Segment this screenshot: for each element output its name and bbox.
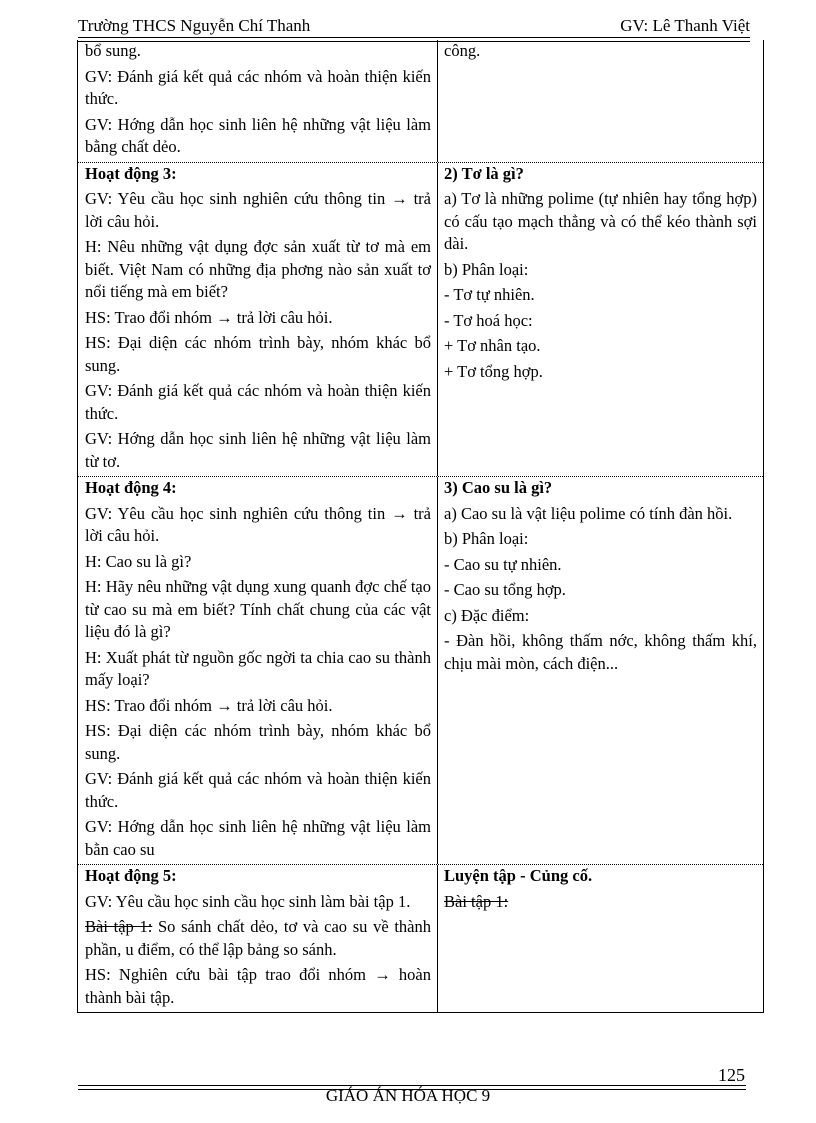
- text-line: GV: Đánh giá kết quả các nhóm và hoàn thiện kiến thức.: [85, 769, 431, 811]
- lesson-table: [77, 40, 764, 1013]
- text-line: H: Nêu những vật dụng đợc sản xuất từ tơ mà em biết. Việt Nam có những địa phơng nào sản xuất tơ nổi tiếng mà em biết?: [85, 237, 431, 301]
- text-line: GV: Đánh giá kết quả các nhóm và hoàn thiện kiến thức.: [85, 66, 431, 108]
- text-line: GV: Yêu cầu học sinh cầu học sinh làm bài tập 1.: [85, 891, 411, 911]
- text-line: - Đàn hồi, không thấm nớc, không thấm khí, chịu mài mòn, cách điện...: [444, 631, 757, 673]
- teacher-activity-cell: [78, 40, 438, 162]
- text-line: HS: Đại diện các nhóm trình bày, nhóm khác bổ sung.: [85, 721, 431, 763]
- page-number: 125: [718, 1065, 745, 1085]
- footer-title: GIÁO ÁN HÓA HỌC 9: [325, 1086, 491, 1105]
- text-line: HS: Trao đổi nhóm → trả lời câu hỏi.: [85, 307, 333, 327]
- activity-title: Hoạt động 3:: [85, 163, 177, 183]
- text-line: - Cao su tự nhiên.: [444, 554, 562, 574]
- section-title: 2) Tơ là gì?: [444, 163, 524, 183]
- text-line: công.: [444, 41, 481, 60]
- content-cell: [438, 40, 763, 162]
- text-line: GV: Hớng dẫn học sinh liên hệ những vật liệu làm bằng chất dẻo.: [85, 114, 431, 156]
- content-cell: [438, 163, 763, 477]
- text-line: H: Hãy nêu những vật dụng xung quanh đợc chế tạo từ cao su mà em biết? Tính chất chung của các vật liệu đó là gì?: [85, 577, 431, 641]
- table-row: [78, 476, 763, 864]
- text-line: a) Tơ là những polime (tự nhiên hay tổng hợp) có cấu tạo mạch thẳng và có thể kéo thành sợi dài.: [444, 189, 757, 253]
- text-line: - Tơ hoá học:: [444, 310, 533, 330]
- teacher-activity-cell: [78, 477, 438, 864]
- text-line: GV: Hớng dẫn học sinh liên hệ những vật liệu làm từ tơ.: [85, 429, 431, 471]
- text-line: GV: Hớng dẫn học sinh liên hệ những vật liệu làm bằn cao su: [85, 817, 431, 859]
- text-line: + Tơ tổng hợp.: [444, 361, 543, 381]
- text-line: b) Phân loại:: [444, 529, 529, 548]
- table-row: [78, 864, 763, 1012]
- school-name: Trường THCS Nguyễn Chí Thanh: [78, 16, 311, 35]
- text-line: a) Cao su là vật liệu polime có tính đàn hồi.: [444, 503, 733, 523]
- section-title: Luyện tập - Củng cố.: [444, 866, 593, 885]
- text-line: b) Phân loại:: [444, 259, 529, 279]
- exercise-line: [85, 916, 431, 961]
- text-line: H: Xuất phát từ nguồn gốc ngời ta chia cao su thành mấy loại?: [85, 647, 431, 689]
- text-line: - Tơ tự nhiên.: [444, 285, 535, 304]
- activity-title: Hoạt động 5:: [85, 866, 177, 885]
- text-line: - Cao su tổng hợp.: [444, 580, 566, 599]
- table-row: [78, 162, 763, 477]
- page-header: [78, 14, 750, 38]
- exercise-text: So sánh chất dẻo, tơ và cao su về thành phần, u điểm, có thể lập bảng so sánh.: [85, 917, 431, 959]
- section-title: 3) Cao su là gì?: [444, 478, 553, 497]
- teacher-activity-cell: [78, 163, 438, 477]
- text-line: GV: Yêu cầu học sinh nghiên cứu thông tin → trả lời câu hỏi.: [85, 503, 431, 545]
- text-line: c) Đặc điểm:: [444, 605, 530, 625]
- text-line: H: Cao su là gì?: [85, 551, 192, 571]
- exercise-label: Bài tập 1:: [444, 891, 509, 911]
- text-line: + Tơ nhân tạo.: [444, 336, 541, 355]
- text-line: GV: Yêu cầu học sinh nghiên cứu thông tin → trả lời câu hỏi.: [85, 189, 431, 231]
- content-cell: [438, 865, 763, 1012]
- teacher-name: GV: Lê Thanh Việt: [620, 16, 750, 35]
- exercise-label: Bài tập 1:: [85, 917, 153, 936]
- text-line: HS: Trao đổi nhóm → trả lời câu hỏi.: [85, 695, 333, 715]
- text-line: HS: Đại diện các nhóm trình bày, nhóm khác bổ sung.: [85, 333, 431, 375]
- text-line: HS: Nghiên cứu bài tập trao đổi nhóm → hoàn thành bài tập.: [85, 965, 431, 1007]
- text-line: GV: Đánh giá kết quả các nhóm và hoàn thiện kiến thức.: [85, 381, 431, 423]
- teacher-activity-cell: [78, 865, 438, 1012]
- activity-title: Hoạt động 4:: [85, 478, 177, 497]
- text-line: bổ sung.: [85, 41, 141, 60]
- content-cell: [438, 477, 763, 864]
- table-row: [78, 40, 763, 162]
